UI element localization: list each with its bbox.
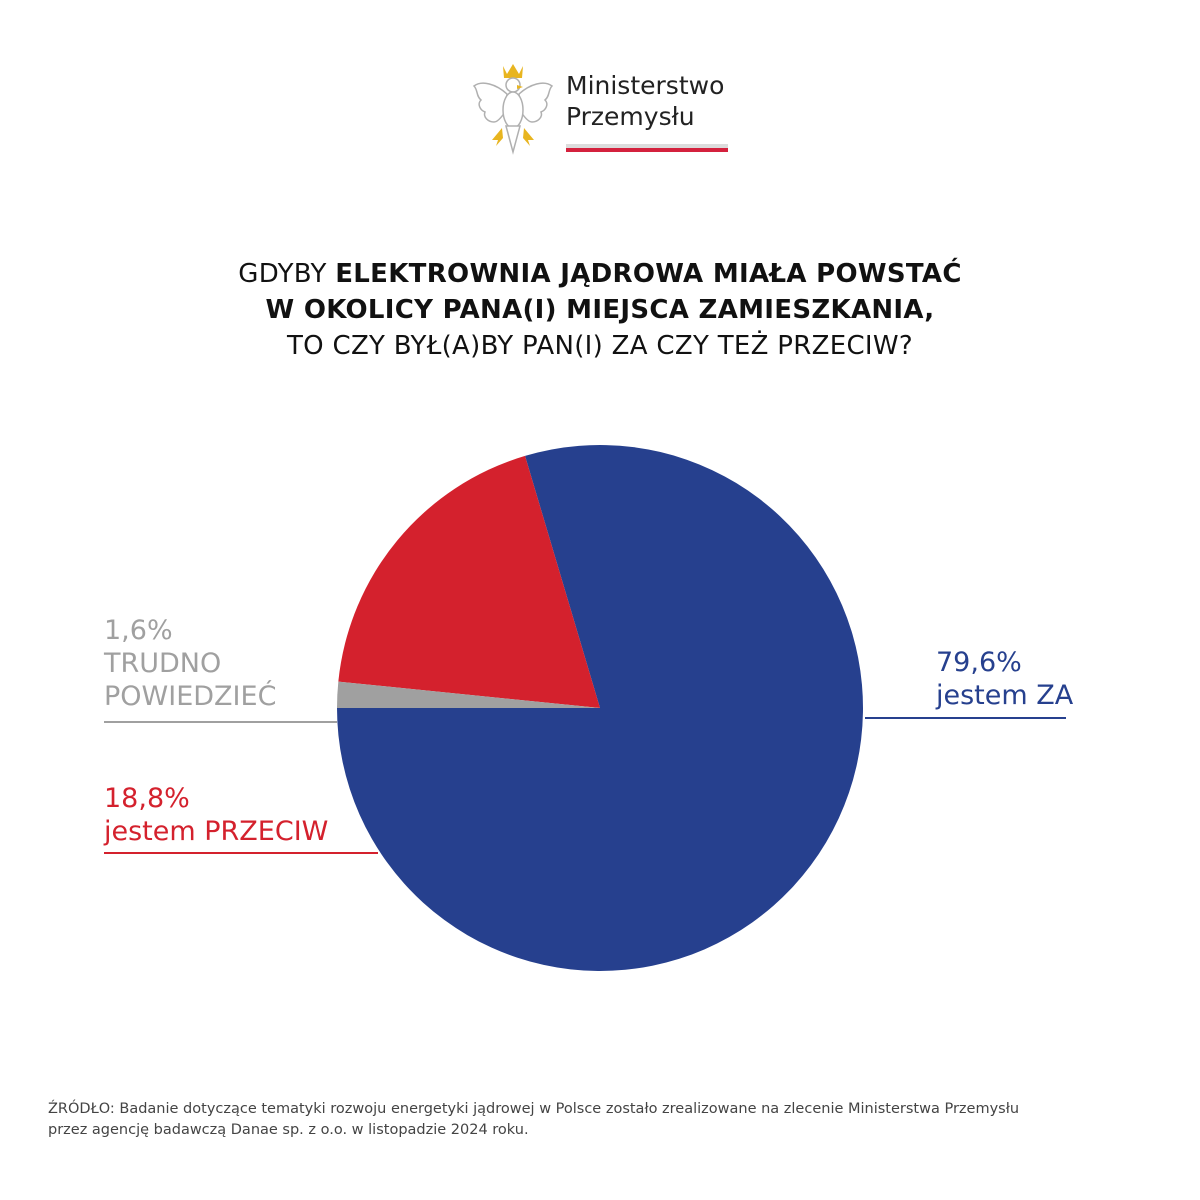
label-trudno xyxy=(104,614,276,713)
chart-title-part-2: ELEKTROWNIA JĄDROWA MIAŁA POWSTAĆ xyxy=(335,259,962,289)
source-note xyxy=(48,1099,1168,1141)
chart-title-part-4: TO CZY BYŁ(A)BY PAN(I) ZA CZY TEŻ PRZECIW? xyxy=(286,331,913,361)
ministry-name-line2: Przemysłu xyxy=(566,102,695,131)
chart-title-part-1: GDYBY xyxy=(238,259,336,289)
label-trudno-value: 1,6% xyxy=(104,615,173,646)
label-przeciw-value: 18,8% xyxy=(104,783,190,814)
label-trudno-text-line2: POWIEDZIEĆ xyxy=(104,681,277,712)
label-za xyxy=(936,646,1073,712)
source-line2: przez agencję badawczą Danae sp. z o.o. w listopadzie 2024 roku. xyxy=(48,1122,529,1138)
ministry-name-line1: Ministerstwo xyxy=(566,71,725,100)
label-za-value: 79,6% xyxy=(936,647,1022,678)
label-trudno-text-line1: TRUDNO xyxy=(104,648,222,679)
chart-title-part-3: W OKOLICY PANA(I) MIEJSCA ZAMIESZKANIA, xyxy=(265,295,935,325)
source-line1: ŹRÓDŁO: Badanie dotyczące tematyki rozwoju energetyki jądrowej w Polsce zostało zrealizowane na zlecenie Ministerstwa Przemysłu xyxy=(48,1101,1020,1117)
label-przeciw-text: jestem PRZECIW xyxy=(104,816,329,847)
label-przeciw xyxy=(104,782,328,848)
label-za-text: jestem ZA xyxy=(936,680,1074,711)
